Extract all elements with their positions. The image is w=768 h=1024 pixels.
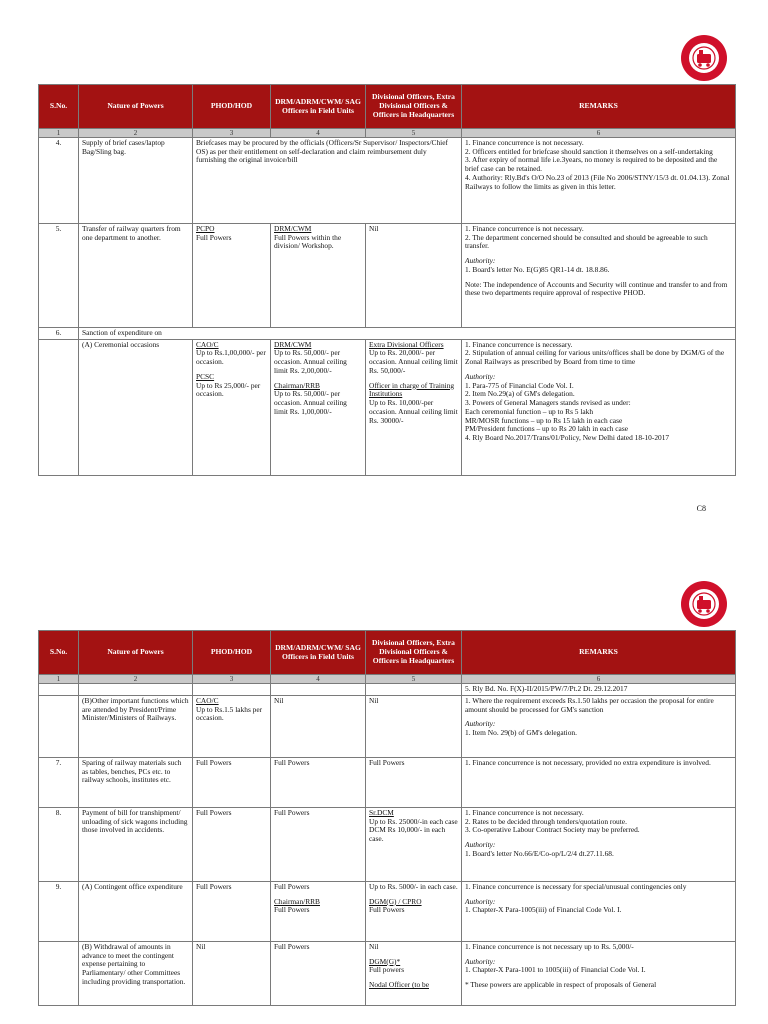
column-number: 3 — [193, 675, 271, 684]
authority-line: Each ceremonial function – up to Rs 5 lakh — [465, 406, 594, 416]
drm-cell — [271, 339, 366, 475]
header-sno: S.No. — [39, 85, 79, 129]
power-text: Full Powers — [369, 905, 405, 915]
authority-line: 1. Item No. 29(b) of GM's delegation. — [465, 728, 577, 738]
note-text: * These powers are applicable in respect of proposals of General — [465, 980, 657, 990]
authority-line: 1. Board's letter No.66/E/Co-op/L/2/4 dt.27.11.68. — [465, 848, 614, 858]
column-number: 6 — [462, 129, 736, 138]
officer-title: Officer in charge of Training Institutions — [369, 380, 455, 399]
remarks-cell — [462, 882, 736, 942]
row-sno: 7. — [39, 758, 79, 808]
remark-line: 1. Where the requirement exceeds Rs.1.50 lakhs per occasion the proposal for entire amount should be processed for GM's sanction — [465, 696, 714, 714]
indian-railways-logo-icon — [680, 34, 728, 82]
table-row — [39, 942, 736, 1006]
authority-line: 1. Chapter-X Para-1005(iii) of Financial Code Vol. I. — [465, 905, 622, 915]
row-sno: 5. — [39, 224, 79, 328]
power-text: Up to Rs. 25000/-in each case — [369, 816, 458, 826]
authority-label: Authority: — [465, 371, 496, 381]
remark-line: 4. Authority: Rly.Bd's O/O No.23 of 2013 (File No 2006/STNY/15/3 dt. 01.04.13). Zonal Railways to follow the limits as given in this letter. — [465, 172, 730, 191]
officer-title: CAO/C — [196, 696, 219, 705]
divisional-cell: Nil — [366, 224, 462, 328]
remark-line: 3. Co-operative Labour Contract Society may be preferred. — [465, 825, 640, 835]
power-text: Up to Rs.1.5 lakhs per occasion. — [196, 704, 263, 723]
officer-title: Sr.DCM — [369, 808, 394, 817]
remarks-cell — [462, 808, 736, 882]
phod-cell: Nil — [193, 942, 271, 1006]
phod-cell: Full Powers — [193, 758, 271, 808]
indian-railways-logo-icon — [680, 580, 728, 628]
officer-title: Extra Divisional Officers — [369, 339, 444, 349]
header-phod-hod: PHOD/HOD — [193, 85, 271, 129]
nature-of-powers-cell: Sparing of railway materials such as tables, benches, PCs etc. to railway schools, institutes etc. — [79, 758, 193, 808]
table-row — [39, 696, 736, 758]
header-drm-field-units: DRM/ADRM/CWM/ SAG Officers in Field Units — [271, 85, 366, 129]
power-text: Full Powers within the division/ Workshop. — [274, 232, 342, 251]
remark-line: 1. Finance concurrence is necessary for special/unusual contingencies only — [465, 882, 687, 891]
nature-of-powers-cell: (A) Contingent office expenditure — [79, 882, 193, 942]
remarks-cell — [462, 138, 736, 224]
officer-title: DRM/CWM — [274, 224, 312, 233]
phod-cell — [193, 224, 271, 328]
phod-cell: Full Powers — [193, 808, 271, 882]
column-number: 2 — [79, 129, 193, 138]
divisional-cell: Full Powers — [366, 758, 462, 808]
remarks-cell — [462, 696, 736, 758]
nature-of-powers-cell: Payment of bill for transhipment/ unloading of sick wagons including those involved in accidents. — [79, 808, 193, 882]
officer-title: PCPO — [196, 224, 215, 233]
power-text: Up to Rs 25,000/- per occasion. — [196, 380, 261, 399]
header-remarks: REMARKS — [462, 85, 736, 129]
note-text: Note: The independence of Accounts and Security will continue and transfer to and from these two departments require approval of respective PHOD. — [465, 279, 728, 298]
page-number: C8 — [696, 504, 706, 513]
phod-cell — [193, 339, 271, 475]
header-nature-of-powers: Nature of Powers — [79, 631, 193, 675]
authority-line: 1. Chapter-X Para-1001 to 1005(iii) of Financial Code Vol. I. — [465, 965, 646, 975]
nature-of-powers-cell: (A) Ceremonial occasions — [79, 339, 193, 475]
remarks-cell: 1. Finance concurrence is not necessary, provided no extra expenditure is involved. — [462, 758, 736, 808]
header-divisional-officers: Divisional Officers, Extra Divisional Officers & Officers in Headquarters — [366, 631, 462, 675]
remarks-cell: 5. Rly Bd. No. F(X)-II/2015/PW/7/Pt.2 Dt. 29.12.2017 — [462, 684, 736, 696]
nature-of-powers-cell: Supply of brief cases/laptop Bag/Sling bag. — [79, 138, 193, 224]
officer-title: DRM/CWM — [274, 339, 312, 349]
power-text: Up to Rs. 10,000/-per occasion. Annual ceiling limit Rs. 30000/- — [369, 398, 458, 425]
remark-line: 2. The department concerned should be consulted and should be agreeable to such transfer. — [465, 232, 708, 251]
row-sno: 9. — [39, 882, 79, 942]
drm-cell — [271, 224, 366, 328]
remark-line: 2. Officers entitled for briefcase should sanction it themselves on a self-undertaking — [465, 146, 713, 156]
power-text: DCM Rs 10,000/- in each case. — [369, 825, 446, 844]
divisional-cell — [366, 882, 462, 942]
remark-line: 2. Rates to be decided through tenders/quotation route. — [465, 816, 627, 826]
remark-line: 1. Finance concurrence is not necessary up to Rs. 5,000/- — [465, 942, 634, 951]
power-text: Full Powers — [274, 882, 310, 891]
table-row — [39, 328, 736, 340]
drm-cell: Full Powers — [271, 942, 366, 1006]
table-row — [39, 808, 736, 882]
authority-label: Authority: — [465, 896, 496, 906]
authority-label: Authority: — [465, 840, 496, 850]
power-text: Up to Rs. 50,000/- per occasion. Annual ceiling limit Rs. 2,00,000/- — [274, 348, 347, 375]
nature-of-powers-cell: (B)Other important functions which are attended by President/Prime Minister/Ministers of Railways. — [79, 696, 193, 758]
column-number: 1 — [39, 129, 79, 138]
authority-line: 2. Item No.29(a) of GM's delegation. — [465, 389, 575, 399]
authority-line: 1. Para-775 of Financial Code Vol. I. — [465, 380, 574, 390]
remarks-cell — [462, 224, 736, 328]
officer-title: Chairman/RRB — [274, 896, 320, 906]
divisional-cell: Nil — [366, 696, 462, 758]
column-number: 5 — [366, 129, 462, 138]
column-number: 6 — [462, 675, 736, 684]
header-phod-hod: PHOD/HOD — [193, 631, 271, 675]
authority-line: 4. Rly Board No.2017/Trans/01/Policy, New Delhi dated 18-10-2017 — [465, 433, 670, 443]
remark-line: 2. Stipulation of annual ceiling for various units/offices shall be done by DGM/G of the Zonal Railways as prescribed by Board from time to time — [465, 348, 725, 367]
section-heading-cell: Sanction of expenditure on — [79, 328, 736, 340]
header-divisional-officers: Divisional Officers, Extra Divisional Officers & Officers in Headquarters — [366, 85, 462, 129]
authority-line: 3. Powers of General Managers stands revised as under: — [465, 398, 631, 408]
column-number: 3 — [193, 129, 271, 138]
drm-cell: Nil — [271, 696, 366, 758]
power-text: Up to Rs. 20,000/- per occasion. Annual ceiling limit Rs. 50,000/- — [369, 348, 458, 375]
divisional-cell — [366, 808, 462, 882]
authority-line: 1. Board's letter No. E(G)85 QR1-14 dt. 18.8.86. — [465, 264, 610, 274]
table-row — [39, 758, 736, 808]
column-number: 1 — [39, 675, 79, 684]
column-number: 4 — [271, 675, 366, 684]
authority-label: Authority: — [465, 956, 496, 966]
officer-title: DGM(G) / CPRO — [369, 896, 422, 906]
power-text: Full powers — [369, 965, 405, 975]
power-text: Nil — [369, 942, 379, 951]
officer-title: PCSC — [196, 371, 215, 381]
row-sno: 8. — [39, 808, 79, 882]
header-nature-of-powers: Nature of Powers — [79, 85, 193, 129]
drm-cell: Full Powers — [271, 758, 366, 808]
remark-line: 1. Finance concurrence is not necessary. — [465, 138, 584, 147]
officer-title: CAO/C — [196, 339, 219, 349]
remarks-cell — [462, 942, 736, 1006]
divisional-cell — [366, 339, 462, 475]
nature-of-powers-cell: (B) Withdrawal of amounts in advance to meet the contingent expense pertaining to Parliamentary/ other Committees including providing transportation. — [79, 942, 193, 1006]
table-row — [39, 882, 736, 942]
merged-powers-cell: Briefcases may be procured by the officials (Officers/Sr Supervisor/ Inspectors/Chief OS) as per their entitlement on self-declaration and claim reimbursement duly furnishing the original invoice/bill — [193, 138, 462, 224]
table-row — [39, 684, 736, 696]
officer-title: Nodal Officer (to be — [369, 980, 429, 990]
remark-line: 1. Finance concurrence is not necessary. — [465, 224, 584, 233]
remarks-cell — [462, 339, 736, 475]
power-text: Up to Rs. 50,000/- per occasion. Annual ceiling limit Rs. 1,00,000/- — [274, 389, 347, 416]
officer-title: DGM(G)* — [369, 956, 401, 966]
authority-label: Authority: — [465, 719, 496, 729]
delegation-table-page-2 — [38, 630, 736, 1006]
authority-line: PM/President functions – up to Rs 20 lakh in each case — [465, 424, 628, 434]
header-remarks: REMARKS — [462, 631, 736, 675]
drm-cell — [271, 882, 366, 942]
header-drm-field-units: DRM/ADRM/CWM/ SAG Officers in Field Units — [271, 631, 366, 675]
remark-line: 1. Finance concurrence is necessary. — [465, 339, 573, 349]
phod-cell — [193, 696, 271, 758]
phod-cell: Full Powers — [193, 882, 271, 942]
drm-cell: Full Powers — [271, 808, 366, 882]
column-number: 2 — [79, 675, 193, 684]
officer-title: Chairman/RRB — [274, 380, 320, 390]
power-text: Full Powers — [196, 232, 232, 242]
power-text: Up to Rs.1,00,000/- per occasion. — [196, 348, 266, 367]
row-sno: 6. — [39, 328, 79, 340]
remark-line: 1. Finance concurrence is not necessary. — [465, 808, 584, 817]
column-number: 4 — [271, 129, 366, 138]
header-sno: S.No. — [39, 631, 79, 675]
power-text: Full Powers — [274, 905, 310, 915]
authority-line: MR/MOSR functions – up to Rs 15 lakh in each case — [465, 415, 623, 425]
remark-line: 3. After expiry of normal life i.e.3years, no money is required to be deposited and the brief case can be retained. — [465, 155, 718, 174]
divisional-cell — [366, 942, 462, 1006]
authority-label: Authority: — [465, 256, 496, 266]
table-row — [39, 224, 736, 328]
column-number: 5 — [366, 675, 462, 684]
table-row — [39, 138, 736, 224]
delegation-table-page-1 — [38, 84, 736, 476]
power-text: Up to Rs. 5000/- in each case. — [369, 882, 458, 891]
table-row — [39, 339, 736, 475]
nature-of-powers-cell: Transfer of railway quarters from one department to another. — [79, 224, 193, 328]
row-sno: 4. — [39, 138, 79, 224]
document-page-2 — [0, 560, 768, 1024]
